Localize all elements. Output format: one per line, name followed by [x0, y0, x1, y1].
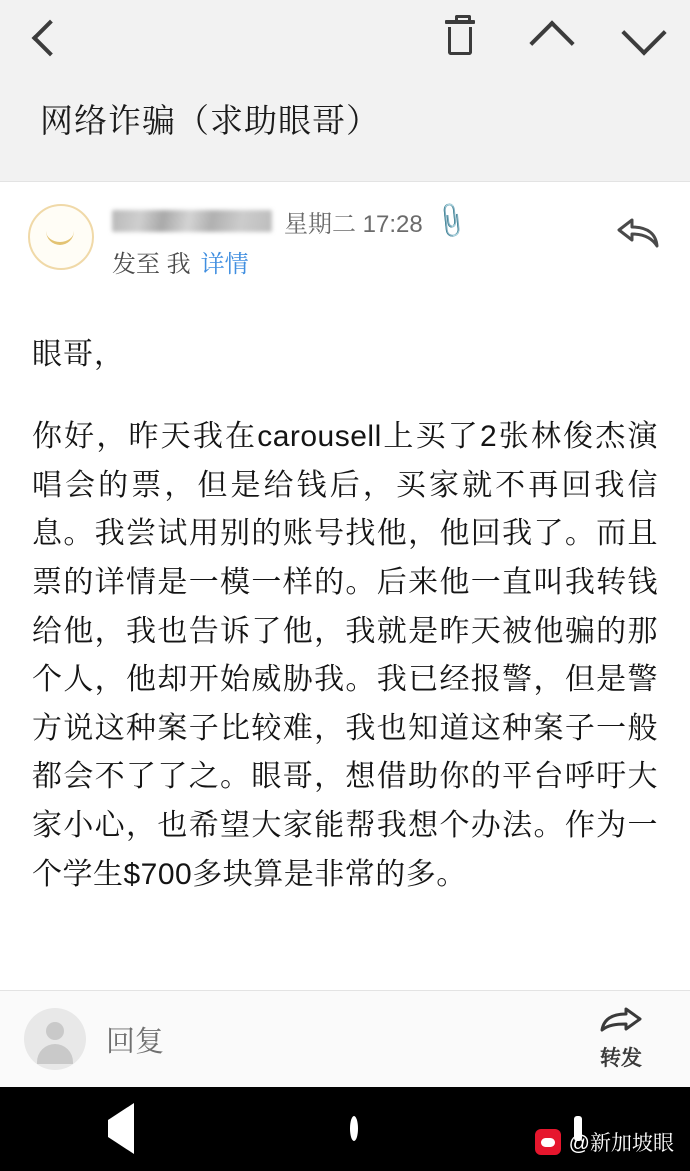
sender-meta [112, 200, 662, 279]
details-link[interactable]: 详情 [200, 251, 249, 279]
recipient-label: 发至 我 [112, 251, 191, 279]
chevron-left-icon [32, 20, 69, 57]
recipient-line [112, 244, 662, 279]
sender-line [112, 200, 662, 242]
message-body [0, 295, 690, 990]
subject-header [0, 76, 690, 181]
message-timestamp: 星期二 17:28 [284, 210, 423, 238]
nav-back-button[interactable] [108, 1120, 134, 1138]
previous-message-button[interactable] [506, 0, 598, 76]
watermark-text: @新加坡眼 [568, 1132, 674, 1155]
top-toolbar [0, 0, 690, 76]
page-title: 网络诈骗（求助眼哥） [40, 102, 380, 139]
forward-arrow-icon [598, 1006, 644, 1040]
message-greeting: 眼哥， [32, 338, 125, 372]
watermark [535, 1127, 674, 1157]
next-message-button[interactable] [598, 0, 690, 76]
paperclip-icon: 📎 [429, 200, 472, 242]
sender-block[interactable] [0, 181, 690, 295]
android-navigation-bar [0, 1087, 690, 1171]
reply-arrow-icon [616, 216, 660, 250]
nav-home-button[interactable] [350, 1120, 358, 1138]
avatar [28, 204, 94, 270]
forward-button[interactable] [576, 1006, 666, 1072]
smiley-face-icon [46, 226, 74, 245]
nav-home-circle-icon [350, 1116, 358, 1141]
forward-label: 转发 [600, 1047, 642, 1070]
weibo-logo-icon [535, 1129, 561, 1155]
delete-button[interactable] [414, 0, 506, 76]
person-avatar-icon [24, 1008, 86, 1070]
reply-input[interactable]: 回复 [106, 1025, 165, 1058]
message-paragraph: 你好，昨天我在carousell上买了2张林俊杰演唱会的票，但是给钱后，买家就不再回我信息。我尝试用别的账号找他，他回我了。而且票的详情是一模一样的。后来他一直叫我转钱给他，我也告诉了他，我就是昨天被他骗的那个人，他却开始威胁我。我已经报警，但是警方说这种案子比较难，我也知道这种案子一般都会不了了之。眼哥，想借助你的平台呼吁大家小心，也希望大家能帮我想个办法。作为一个学生$700多块算是非常的多。 [32, 420, 658, 891]
nav-back-triangle-icon [108, 1103, 134, 1154]
back-button[interactable] [0, 0, 92, 76]
trash-icon [445, 20, 475, 56]
reply-button[interactable] [616, 216, 660, 250]
chevron-down-icon [621, 10, 666, 55]
sender-name-redacted [112, 210, 272, 232]
reply-bar [0, 990, 690, 1087]
chevron-up-icon [529, 20, 574, 65]
